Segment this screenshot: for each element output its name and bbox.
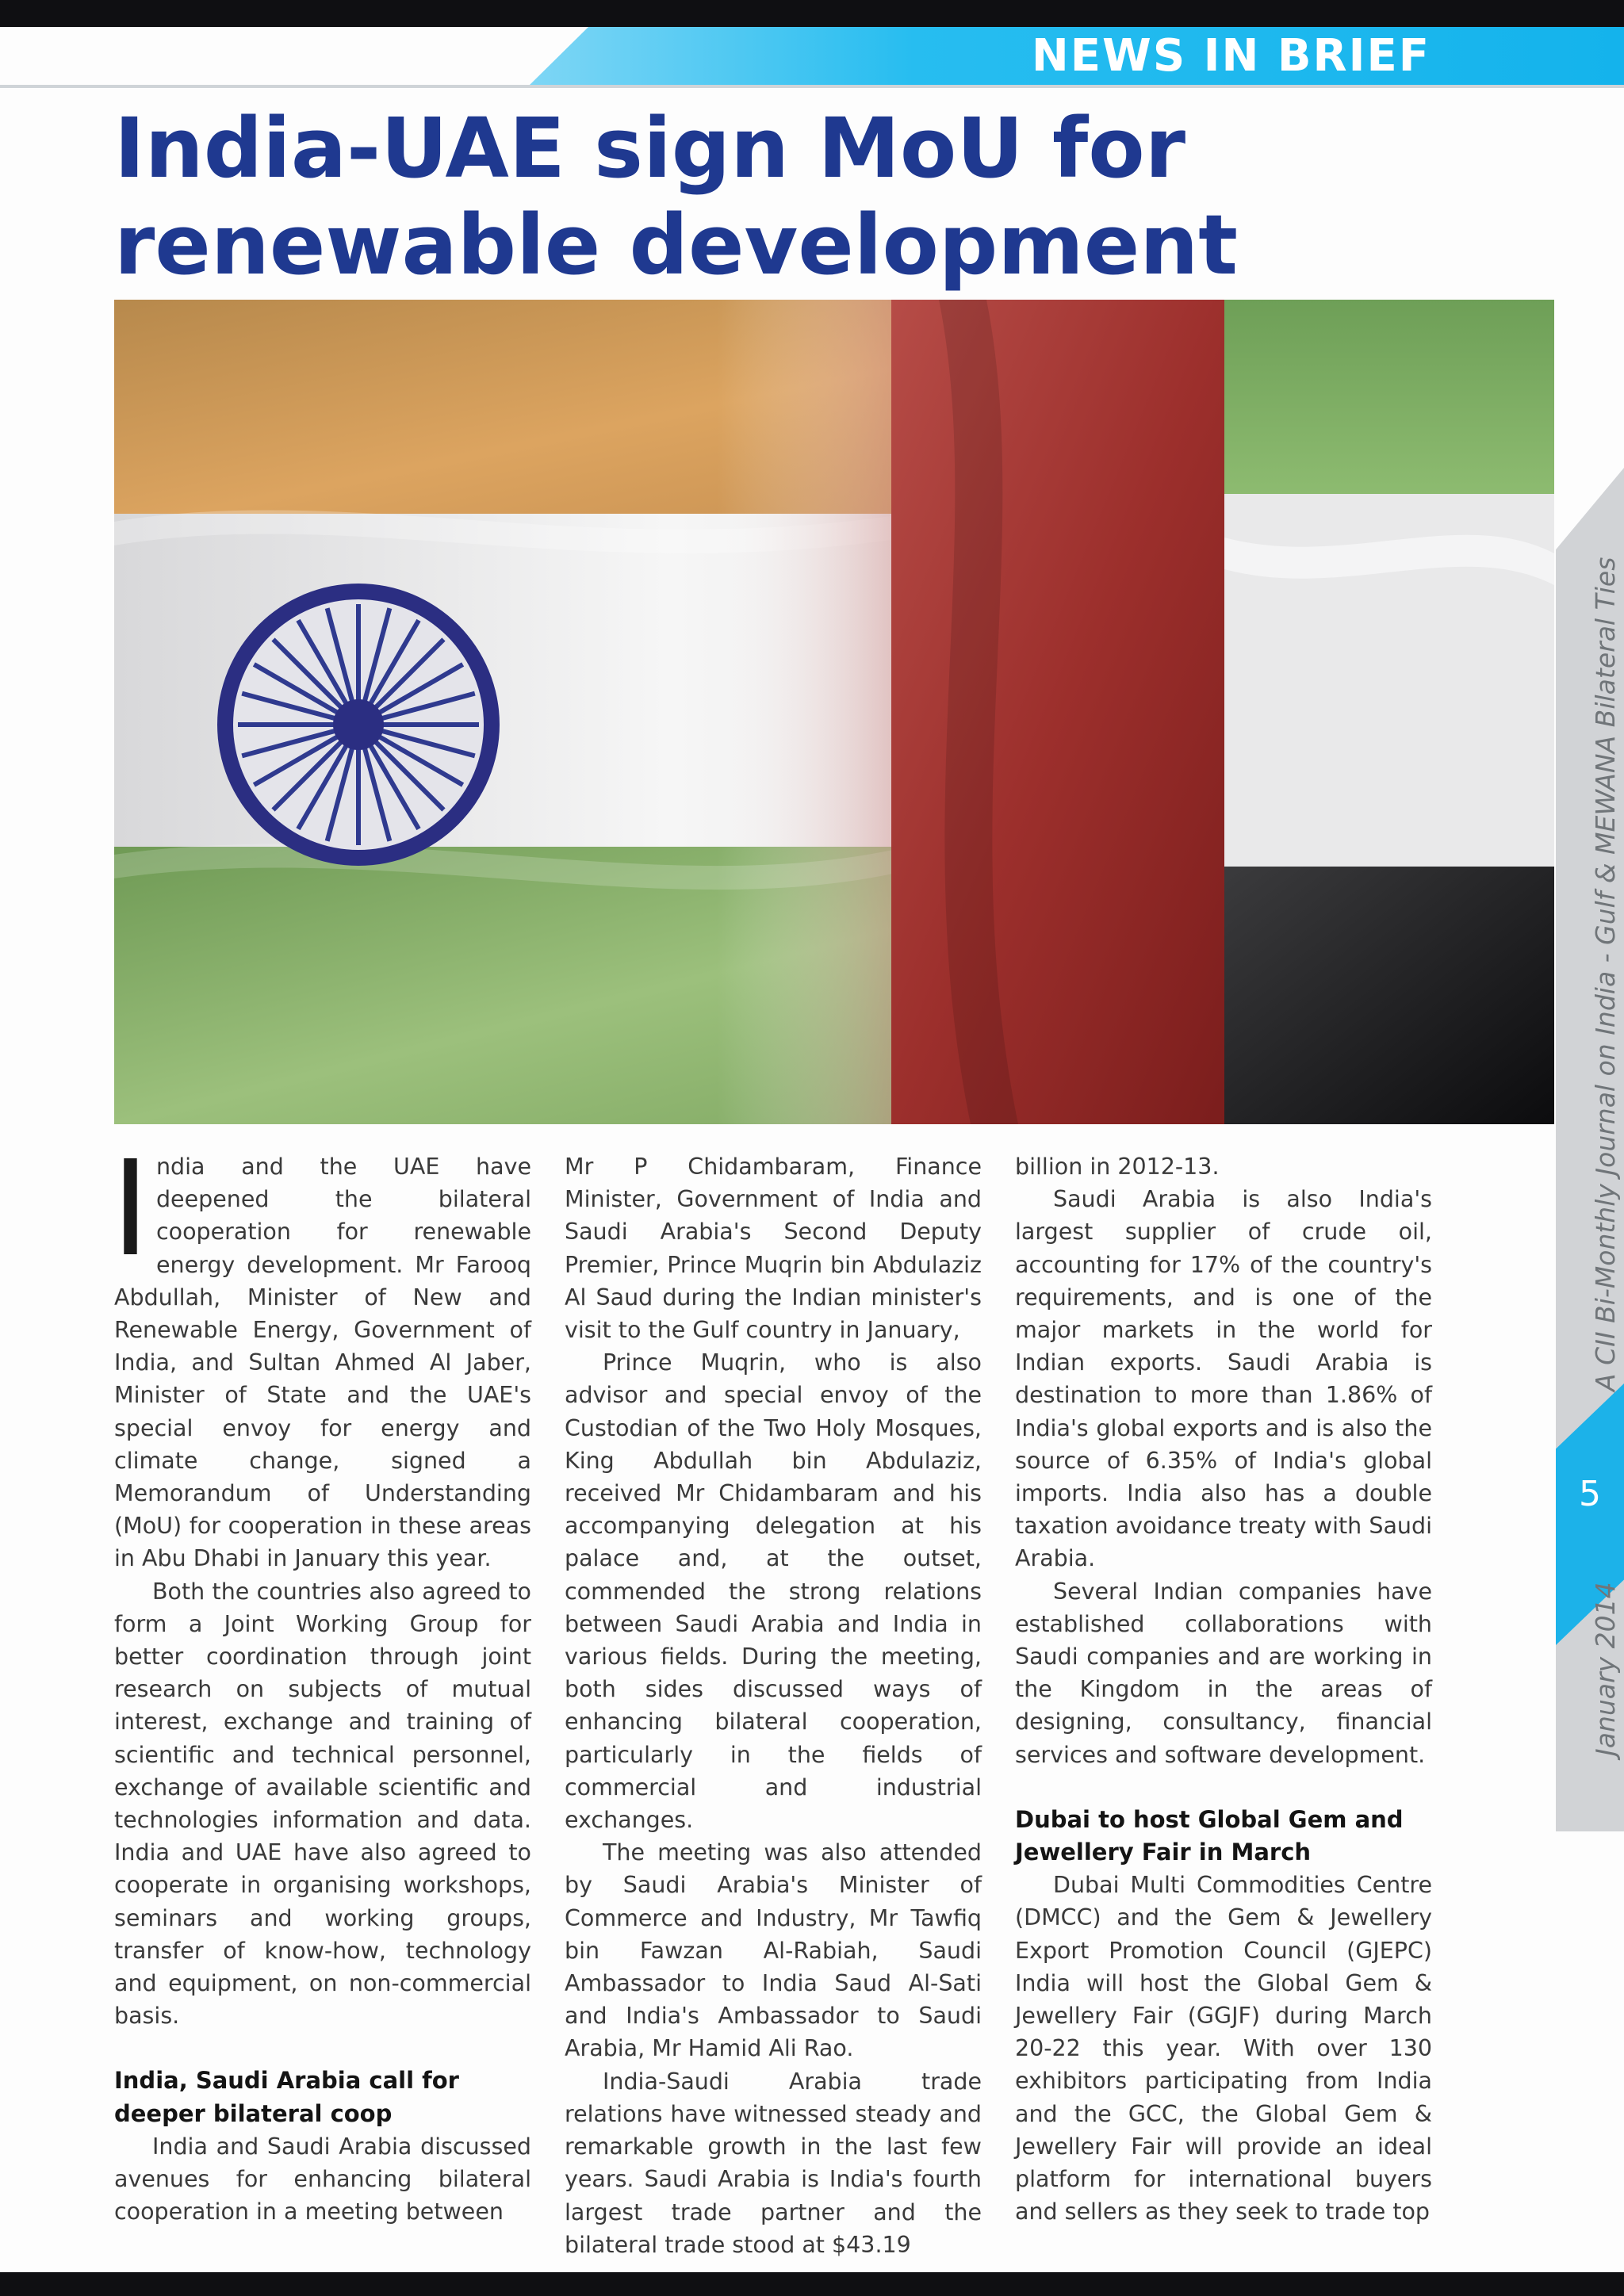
drop-cap: I — [111, 1133, 150, 1286]
flags-photo — [114, 300, 1554, 1124]
dubai-paragraph-1: Dubai Multi Commodities Centre (DMCC) and the Gem & Jewellery Export Promotion Council (GJEPC) India will host the Global Gem & Jewellery Fair (GGJF) during March 20-22 this year. With over 130 exhibitors participating from India and the GCC, the Global Gem & Jewellery Fair will provide an ideal platform for international buyers and sellers as they seek to trade top — [1015, 1872, 1432, 2225]
bottom-border — [0, 2272, 1624, 2296]
issue-date: January 2014 — [1590, 1582, 1621, 1756]
lead-paragraph: ndia and the UAE have deepened the bilateral cooperation for renewable energy development. Mr Farooq Abdullah, Minister of New and Renewable Energy, Government of India, and Sultan Ahmed Al Jaber, Minister of State and the UAE's special envoy for energy and climate change, signed a Memorandum of Understanding (MoU) for cooperation in these areas in Abu Dhabi in January this year. — [114, 1154, 531, 1572]
text-column-3 — [1015, 1150, 1432, 2229]
paragraph-working-group: Both the countries also agreed to form a Joint Working Group for better coordination through joint research on subjects of mutual interest, exchange and training of scientific and technical personnel, exchange of available scientific and technologies information and data. India and UAE have also agreed to cooperate in organising workshops, seminars and working groups, transfer of know-how, technology and equipment, on non-commercial basis. — [114, 1578, 531, 2030]
subhead-saudi: India, Saudi Arabia call for deeper bilateral coop — [114, 2067, 459, 2127]
saudi-paragraph-4-end: billion in 2012-13. — [1015, 1154, 1220, 1180]
article-title — [114, 100, 1351, 293]
saudi-paragraph-6: Several Indian companies have established collaborations with Saudi companies and are working in the Kingdom in the areas of designing, consultancy, financial services and software development. — [1015, 1578, 1432, 1768]
saudi-paragraph-5: Saudi Arabia is also India's largest supplier of crude oil, accounting for 17% of the country's requirements, and is one of the major markets in the world for Indian exports. Saudi Arabia is destination to more than 1.86% of India's global exports and is also the source of 6.35% of India's global imports. India also has a double taxation avoidance treaty with Saudi Arabia. — [1015, 1186, 1432, 1572]
text-column-1 — [111, 1133, 531, 2229]
subhead-dubai: Dubai to host Global Gem and Jewellery Fair in March — [1015, 1805, 1404, 1866]
saudi-paragraph-1-start: India and Saudi Arabia discussed avenues for enhancing bilateral cooperation in a meeting between — [114, 2133, 531, 2225]
title-line-2: renewable development — [114, 197, 1238, 293]
saudi-paragraph-2: Prince Muqrin, who is also advisor and special envoy of the Custodian of the Two Holy Mosques, King Abdullah bin Abdulaziz, received Mr Chidambaram and his accompanying delegation at his palace and, at the outset, commended the strong relations between Saudi Arabia and India in various fields. During the meeting, both sides discussed ways of enhancing bilateral cooperation, particularly in the fields of commercial and industrial exchanges. — [565, 1349, 982, 1834]
journal-name: A CII Bi-Monthly Journal on India - Gulf & MEWANA Bilateral Ties — [1590, 557, 1621, 1391]
saudi-paragraph-4-start: India-Saudi Arabia trade relations have witnessed steady and remarkable growth in the last few years. Saudi Arabia is India's fourth largest trade partner and the bilateral trade stood at $43.19 — [565, 2068, 982, 2258]
saudi-paragraph-1-end: Mr P Chidambaram, Finance Minister, Government of India and Saudi Arabia's Second Deputy Premier, Prince Muqrin bin Abdulaziz Al Saud during the Indian minister's visit to the Gulf country in January, — [565, 1154, 982, 1344]
top-border — [0, 0, 1624, 27]
page-number: 5 — [1579, 1474, 1601, 1514]
text-column-2 — [565, 1150, 982, 2261]
section-label: NEWS IN BRIEF — [1031, 30, 1431, 82]
title-line-1: India-UAE sign MoU for — [114, 100, 1185, 197]
header-rule — [0, 85, 1624, 88]
saudi-paragraph-3: The meeting was also attended by Saudi Arabia's Minister of Commerce and Industry, Mr Tawfiq bin Fawzan Al-Rabiah, Saudi Ambassador to India Saud Al-Sati and India's Ambassador to Saudi Arabia, Mr Hamid Ali Rao. — [565, 1839, 982, 2062]
